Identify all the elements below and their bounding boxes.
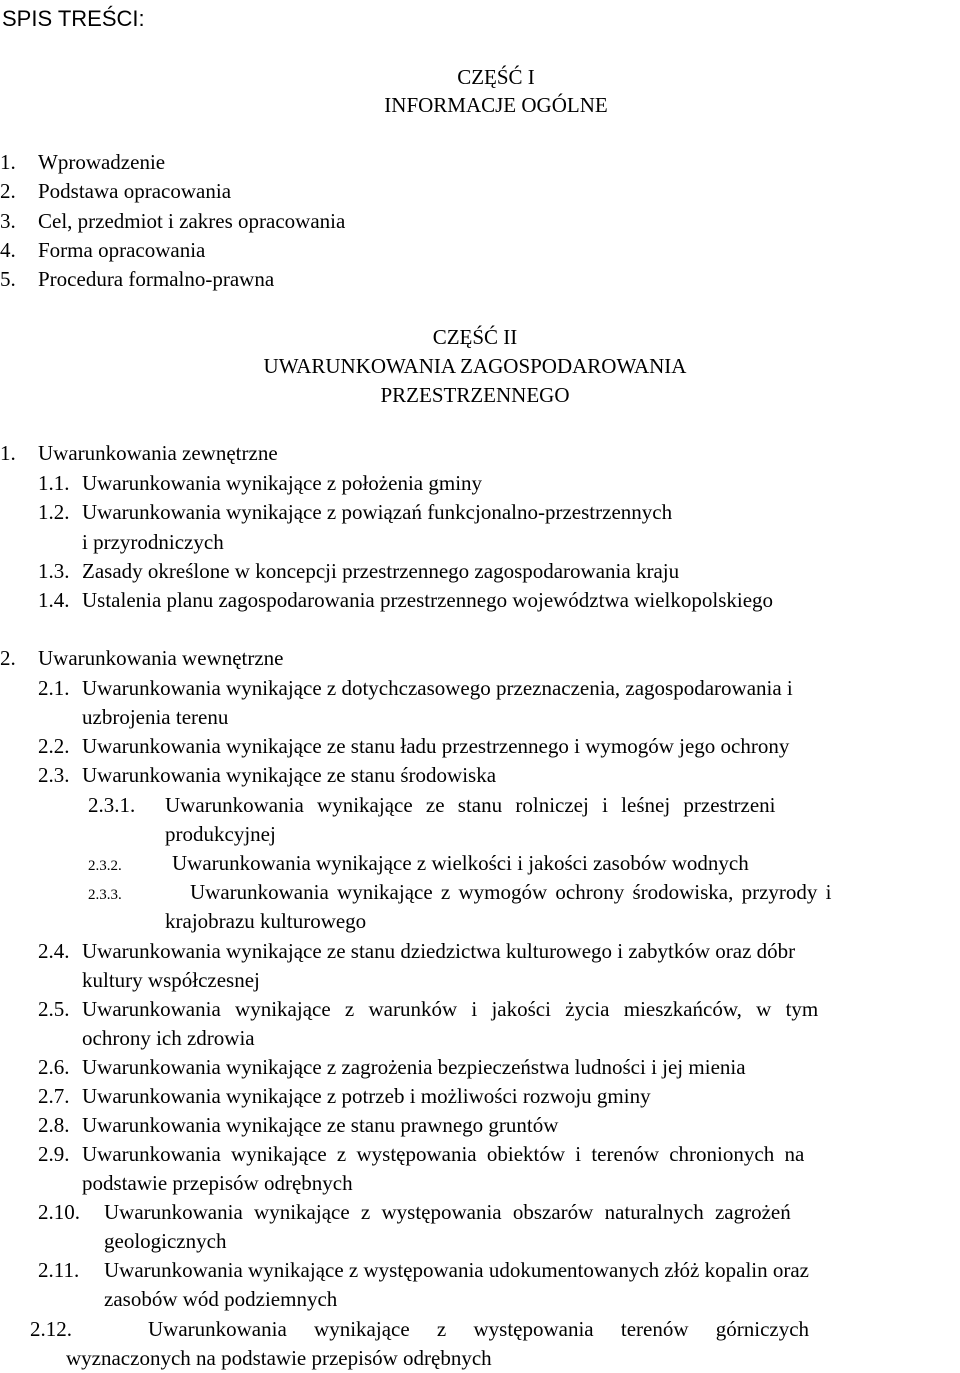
toc-title: SPIS TREŚCI: [2,6,145,31]
part2-title-line2: PRZESTRZENNEGO [380,383,570,407]
part1-item: 3. Cel, przedmiot i zakres opracowania [0,209,346,233]
toc-entry-2-3-3: 2.3.3. Uwarunkowania wynikające z wymogów ochrony środowiska, przyrody i [88,880,832,904]
toc-entry-2-12-cont: wyznaczonych na podstawie przepisów odrębnych [66,1346,492,1370]
toc-entry-2-6: 2.6. Uwarunkowania wynikające z zagrożenia bezpieczeństwa ludności i jej mienia [38,1055,746,1079]
toc-entry-2-9: 2.9. Uwarunkowania wynikające z występowania obiektów i terenów chronionych na [38,1142,805,1166]
toc-entry-2-7: 2.7. Uwarunkowania wynikające z potrzeb i możliwości rozwoju gminy [38,1084,651,1108]
toc-entry-2-2: 2.2. Uwarunkowania wynikające ze stanu ładu przestrzennego i wymogów jego ochrony [38,734,790,758]
toc-entry-1-2: 1.2. Uwarunkowania wynikające z powiązań funkcjonalno-przestrzennych [38,500,673,524]
toc-entry-2-9-cont: podstawie przepisów odrębnych [82,1171,353,1195]
part1-item: 4. Forma opracowania [0,238,206,262]
part1-item: 2. Podstawa opracowania [0,179,232,203]
toc-entry-2-11-cont: zasobów wód podziemnych [104,1287,338,1311]
toc-entry-1-3: 1.3. Zasady określone w koncepcji przestrzennego zagospodarowania kraju [38,559,680,583]
part1-item: 1. Wprowadzenie [0,150,166,174]
toc-entry-1-2-cont: i przyrodniczych [82,530,224,554]
toc-entry-2-1: 2.1. Uwarunkowania wynikające z dotychczasowego przeznaczenia, zagospodarowania i [38,676,793,700]
toc-entry-2-3-1: 2.3.1. Uwarunkowania wynikające ze stanu rolniczej i leśnej przestrzeni [88,793,776,817]
part1-title: INFORMACJE OGÓLNE [384,93,608,117]
toc-entry-2-3-1-cont: produkcyjnej [165,822,276,846]
toc-entry-2-4: 2.4. Uwarunkowania wynikające ze stanu dziedzictwa kulturowego i zabytków oraz dóbr [38,939,796,963]
part2-title-line1: UWARUNKOWANIA ZAGOSPODAROWANIA [263,354,687,378]
part1-item: 5. Procedura formalno-prawna [0,267,275,291]
toc-entry-2: 2. Uwarunkowania wewnętrzne [0,646,284,670]
toc-entry-2-10: 2.10. Uwarunkowania wynikające z występowania obszarów naturalnych zagrożeń [38,1200,791,1224]
toc-entry-2-3-3-cont: krajobrazu kulturowego [165,909,367,933]
toc-entry-1-4: 1.4. Ustalenia planu zagospodarowania przestrzennego województwa wielkopolskiego [38,588,774,612]
toc-entry-2-3: 2.3. Uwarunkowania wynikające ze stanu środowiska [38,763,497,787]
toc-entry-1: 1. Uwarunkowania zewnętrzne [0,441,278,465]
toc-entry-2-4-cont: kultury współczesnej [82,968,260,992]
toc-entry-2-10-cont: geologicznych [104,1229,227,1253]
part2-label: CZĘŚĆ II [432,325,518,349]
toc-entry-1-1: 1.1. Uwarunkowania wynikające z położenia gminy [38,471,483,495]
toc-entry-2-8: 2.8. Uwarunkowania wynikające ze stanu prawnego gruntów [38,1113,559,1137]
toc-entry-2-11: 2.11. Uwarunkowania wynikające z występowania udokumentowanych złóż kopalin oraz [38,1258,810,1282]
toc-entry-2-12: 2.12. Uwarunkowania wynikające z występowania terenów górniczych [30,1317,810,1341]
part1-label: CZĘŚĆ I [457,65,535,89]
toc-entry-2-5: 2.5. Uwarunkowania wynikające z warunków i jakości życia mieszkańców, w tym [38,997,819,1021]
toc-entry-2-5-cont: ochrony ich zdrowia [82,1026,255,1050]
toc-entry-2-3-2: 2.3.2. Uwarunkowania wynikające z wielkości i jakości zasobów wodnych [88,851,749,875]
toc-entry-2-1-cont: uzbrojenia terenu [82,705,229,729]
